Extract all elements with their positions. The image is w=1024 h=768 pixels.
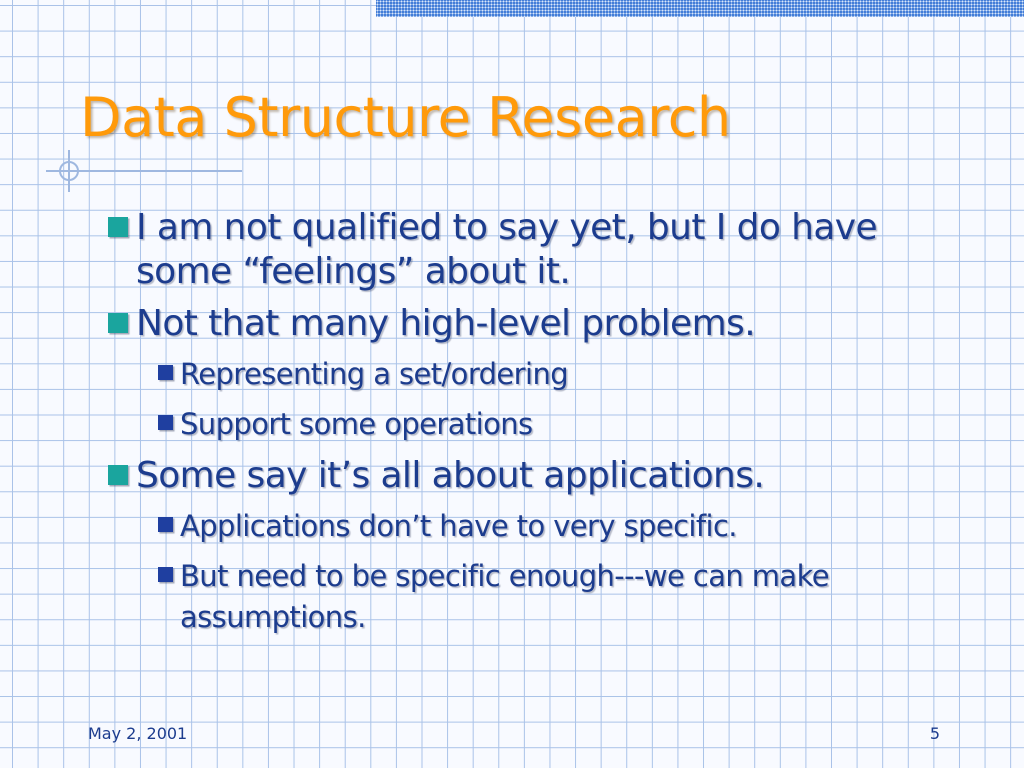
sub-bullet-text: Support some operations (180, 407, 533, 441)
bullet-item (108, 454, 938, 498)
bullet-text: Some say it’s all about applications. (136, 455, 765, 496)
square-bullet-icon (108, 217, 128, 237)
small-square-bullet-icon (158, 517, 173, 532)
sub-bullet-item (158, 354, 938, 395)
sub-bullet-text: Representing a set/ordering (180, 357, 569, 391)
square-bullet-icon (108, 465, 128, 485)
small-square-bullet-icon (158, 365, 173, 380)
top-decorative-band (376, 0, 1024, 17)
bullet-list (108, 206, 938, 647)
bullet-item (108, 302, 938, 346)
sub-bullet-text: But need to be specific enough---we can make assumptions. (180, 559, 829, 634)
sub-bullet-text: Applications don’t have to very specific. (180, 509, 737, 543)
square-bullet-icon (108, 313, 128, 333)
small-square-bullet-icon (158, 567, 173, 582)
page-number: 5 (929, 724, 940, 743)
small-square-bullet-icon (158, 415, 173, 430)
sub-bullet-item (158, 506, 938, 547)
sub-bullet-item (158, 404, 938, 445)
footer-date: May 2, 2001 (88, 724, 188, 743)
crosshair-decoration-icon (46, 148, 242, 194)
bullet-text: Not that many high-level problems. (136, 303, 756, 344)
bullet-text: I am not qualified to say yet, but I do have some “feelings” about it. (136, 207, 878, 292)
bullet-item (108, 206, 938, 294)
sub-bullet-item (158, 556, 938, 638)
slide-title: Data Structure Research (80, 86, 731, 149)
